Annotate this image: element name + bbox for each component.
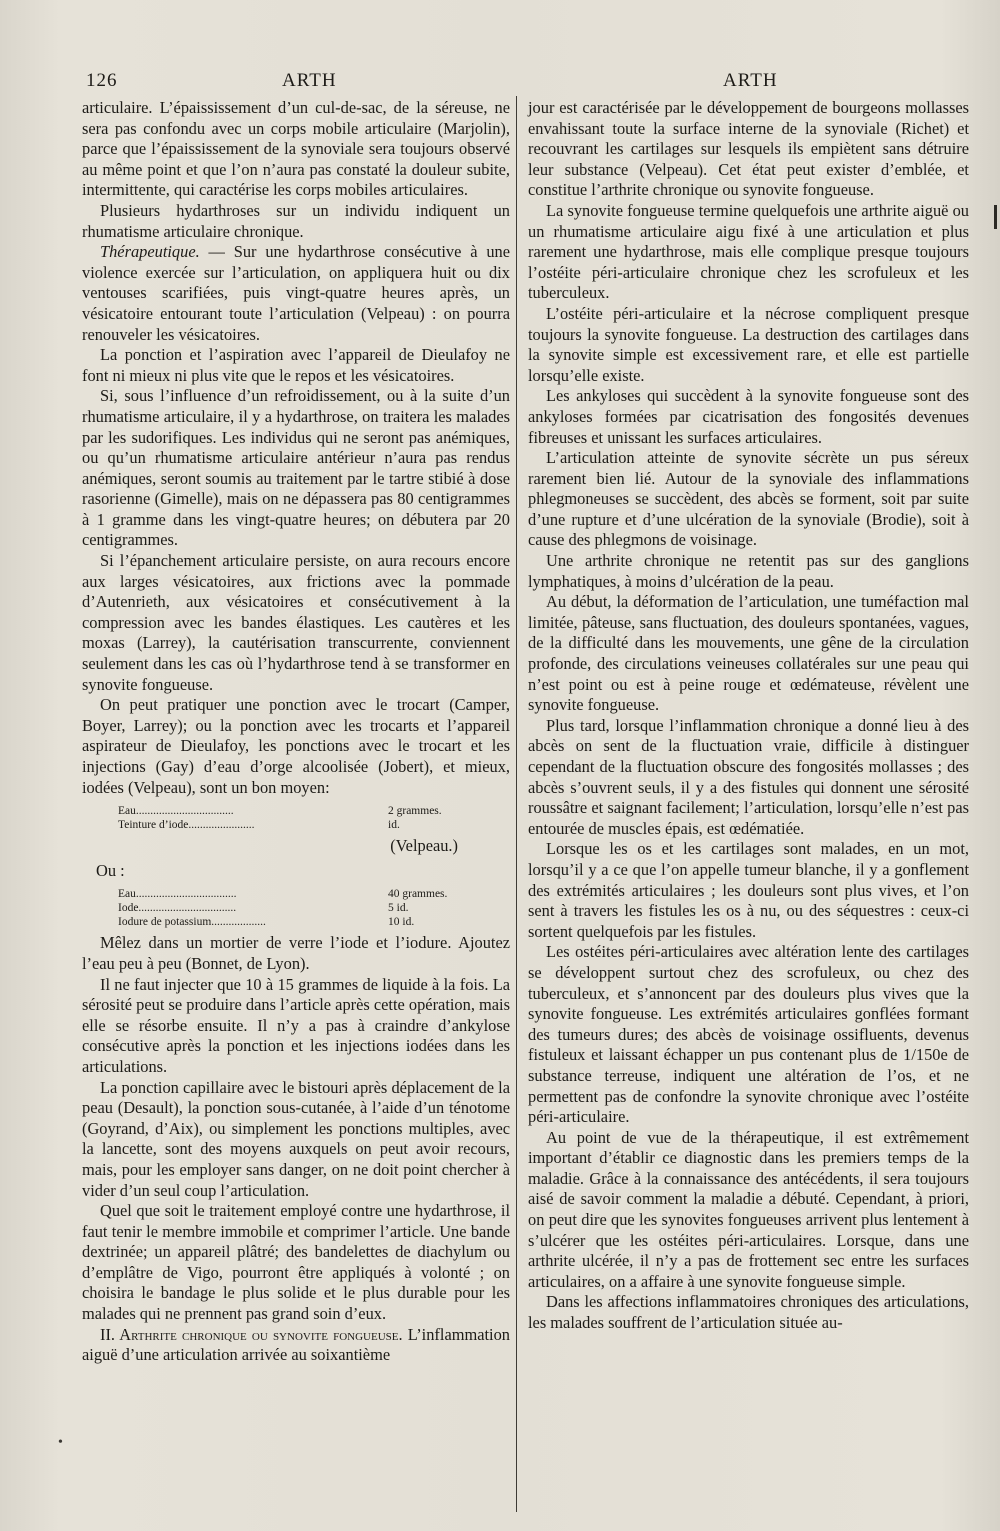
paragraph: Plus tard, lorsque l’inflammation chronique a donné lieu à des abcès on sent de la fluctuation vraie, difficile à distinguer cependant de la fluctuation obscure des fongosités mollasses ; des abcès s’ouvrent seuls, il y a des fistules qui donnent une sérosité roussâtre et saignant facilement; l’articulation, lorsqu’elle n’est pas entourée de muscles épais, est œdématiée. [528, 715, 969, 838]
paragraph: Si, sous l’influence d’un refroidissement, ou à la suite d’un rhumatisme articulaire, il y a hydarthrose, on traitera les malades par les sudorifiques. Les individus qui ne seront pas anémiques, ou qu’un rhumatisme articulaire antérieur n’aura pas rendus anémiques, seront soumis au traitement par le tartre stibié à dose rasorienne (Gimelle), mais on ne dépassera pas 80 centigrammes à 1 gramme dans les vingt-quatre heures; on débutera par 20 centigrammes. [82, 386, 510, 550]
right-column [528, 98, 969, 1334]
ingredient: Iode.................................. [118, 902, 237, 915]
section-heading: II. Arthrite chronique ou synovite fongueuse. [100, 1324, 403, 1344]
paragraph: Thérapeutique. — Sur une hydarthrose consécutive à une violence exercée sur l’articulation, on appliquera huit ou dix ventouses scarifiées, puis vingt-quatre heures après, un vésicatoire entourant toute l’articulation (Velpeau) : on pourra renouveler les vésicatoires. [82, 242, 510, 344]
running-head-right: ARTH [723, 70, 778, 91]
paragraph: Lorsque les os et les cartilages sont malades, en un mot, lorsqu’il y a ce que l’on appelle tumeur blanche, il y a gonflement des extrémités articulaires ; les douleurs sont plus vives, et l’on sent à travers les fistules les os à nu, ou des séquestres : ceux-ci sortent quelquefois par les fistules. [528, 839, 969, 941]
quantity: id. [388, 819, 400, 832]
paragraph: Au point de vue de la thérapeutique, il est extrêmement important d’établir ce diagnostic dans les premiers temps de la maladie. Grâce à la connaissance des antécédents, il sera toujours aisé de savoir comment la maladie a débuté. Cependant, à priori, on peut dire que les synovites fongueuses arrivent plus lentement à s’ulcérer que les ostéites péri-articulaires. Lorsque, dans une arthrite ulcérée, il n’y a pas de frottement sec entre les surfaces articulaires, on a affaire à une synovite fongueuse simple. [528, 1127, 969, 1291]
paragraph: Dans les affections inflammatoires chroniques des articulations, les malades souffrent de l’articulation située au- [528, 1292, 969, 1333]
paragraph: Au début, la déformation de l’articulation, une tuméfaction mal limitée, pâteuse, sans fluctuation, des douleurs spontanées, vagues, de la difficulté dans les mouvements, une gêne de la circulation profonde, des circulations veineuses collatérales sur une peau qui n’est point ou est à peine rouge et œdémateuse, révèlent une synovite fongueuse. [528, 592, 969, 715]
paragraph: L’ostéite péri-articulaire et la nécrose compliquent presque toujours la synovite fongueuse. La destruction des cartilages dans la synovite simple est excessivement rare, et elle est partielle lorsqu’elle existe. [528, 303, 969, 385]
formula-row [82, 804, 510, 818]
edge-mark [994, 205, 997, 229]
paragraph: Si l’épanchement articulaire persiste, on aura recours encore aux larges vésicatoires, aux frictions avec la pommade d’Autenrieth, aux vésicatoires et consécutivement à la compression avec les bandes élastiques. Les cautères et les moxas (Larrey), la cautérisation transcurrente, conviennent seulement dans les cas où l’hydarthrose tend à se transformer en synovite fongueuse. [82, 551, 510, 694]
formula-row [82, 818, 510, 832]
paragraph: articulaire. L’épaississement d’un cul-de-sac, de la séreuse, ne sera pas confondu avec un corps mobile articulaire (Marjolin), parce que l’épaississement de la synoviale sera toujours observé au même point et que l’on n’aura pas constaté la douleur subite, intermittente, qui caractérise les corps mobiles articulaires. [82, 98, 510, 200]
formula-alternative: Ou : [96, 860, 125, 880]
paragraph: L’articulation atteinte de synovite sécrète un pus séreux rarement bien lié. Autour de la synoviale des inflammations phlegmoneuses se succèdent, des abcès se forment, soit par suite d’une rupture et d’une ulcération de la synoviale (Brodie), soit à cause des phlegmons de voisinage. [528, 448, 969, 550]
paragraph: La ponction capillaire avec le bistouri après déplacement de la peau (Desault), la ponction sous-cutanée, à l’aide d’un ténotome (Goyrand, d’Aix), ou simplement les ponctions multiples, avec la lancette, sont des moyens auxquels on peut avoir recours, mais, pour les employer sans danger, on ne doit point chercher à vider d’un seul coup l’articulation. [82, 1077, 510, 1200]
quantity: 5 id. [388, 902, 409, 915]
paragraph: Quel que soit le traitement employé contre une hydarthrose, il faut tenir le membre immobile et comprimer l’article. Une bande dextrinée; un appareil plâtré; des bandelettes de diachylum ou d’emplâtre de Vigo, pourront être appliqués à volonté ; on choisira le bandage le plus solide et le plus durable pour les malades qui ne prennent pas grand soin d’eux. [82, 1201, 510, 1324]
formula-bonnet [82, 887, 510, 929]
paragraph: II. Arthrite chronique ou synovite fongueuse. L’inflammation aiguë d’une articulation arrivée au soixantième [82, 1324, 510, 1365]
formula-row [82, 901, 510, 915]
column-divider [516, 96, 517, 1512]
quantity: 40 grammes. [388, 888, 448, 901]
section-heading: Thérapeutique. [100, 242, 200, 262]
ingredient: Eau.................................. [118, 805, 234, 818]
left-column [82, 98, 510, 1366]
paragraph: Une arthrite chronique ne retentit pas sur des ganglions lymphatiques, à moins d’ulcération de la peau. [528, 551, 969, 591]
paragraph: On peut pratiquer une ponction avec le trocart (Camper, Boyer, Larrey); ou la ponction avec les trocarts et l’appareil aspirateur de Dieulafoy, les ponctions avec le trocart et les injections (Gay) d’eau d’orge alcoolisée (Jobert), et mieux, iodées (Velpeau), sont un bon moyen: [82, 695, 510, 797]
running-head-left: ARTH [282, 70, 337, 91]
formula-row [82, 887, 510, 901]
ingredient: Eau................................... [118, 888, 237, 901]
paragraph: Plusieurs hydarthroses sur un individu indiquent un rhumatisme articulaire chronique. [82, 200, 510, 241]
ingredient: Teinture d’iode....................... [118, 819, 255, 832]
formula-row [82, 915, 510, 929]
paragraph: Mêlez dans un mortier de verre l’iode et l’iodure. Ajoutez l’eau peu à peu (Bonnet, de Lyon). [82, 933, 510, 973]
formula-velpeau [82, 804, 510, 832]
paragraph: jour est caractérisée par le développement de bourgeons mollasses envahissant toute la surface interne de la synoviale (Richet) et recouvrant les cartilages sur lesquels ils empiètent sans détruire leur substance (Velpeau). Cet état peut exister d’emblée, et constitue l’arthrite chronique ou synovite fongueuse. [528, 98, 969, 200]
page-number: 126 [86, 70, 118, 91]
formula-attribution: (Velpeau.) [390, 836, 458, 856]
paragraph: La synovite fongueuse termine quelquefois une arthrite aiguë ou un rhumatisme articulaire aigu fixé à une articulation et plus rarement une hydarthrose, mais elle complique presque toujours l’ostéite péri-articulaire chronique chez les scrofuleux et les tuberculeux. [528, 200, 969, 303]
quantity: 2 grammes. [388, 805, 442, 818]
ingredient: Iodure de potassium................... [118, 916, 266, 929]
paragraph: Les ostéites péri-articulaires avec altération lente des cartilages se développent surtout chez des scrofuleux, ou chez des tuberculeux, et s’annoncent par des douleurs plus vives que la synovite fongueuse. Les extrémités articulaires gonflées formant des tumeurs dures; des abcès de voisinage ossifluents, devenus fistuleux et laissant échapper un pus contenant plus de 1/150e de substance terreuse, indiquent une altération de l’os, et ne permettent pas de confondre la synovite chronique avec l’ostéite péri-articulaire. [528, 942, 969, 1127]
paragraph: La ponction et l’aspiration avec l’appareil de Dieulafoy ne font ni mieux ni plus vite que le repos et les vésicatoires. [82, 345, 510, 385]
quantity: 10 id. [388, 916, 415, 929]
paragraph: Il ne faut injecter que 10 à 15 grammes de liquide à la fois. La sérosité peut se produire dans l’article après cette opération, mais elle se résorbe ensuite. Il n’y a pas à craindre d’ankylose consécutive après la ponction et les injections iodées dans les articulations. [82, 974, 510, 1076]
paragraph: Les ankyloses qui succèdent à la synovite fongueuse sont des ankyloses formées par cicatrisation des fongosités devenues fibreuses et unissant les surfaces articulaires. [528, 386, 969, 447]
margin-mark: • [58, 1435, 63, 1450]
